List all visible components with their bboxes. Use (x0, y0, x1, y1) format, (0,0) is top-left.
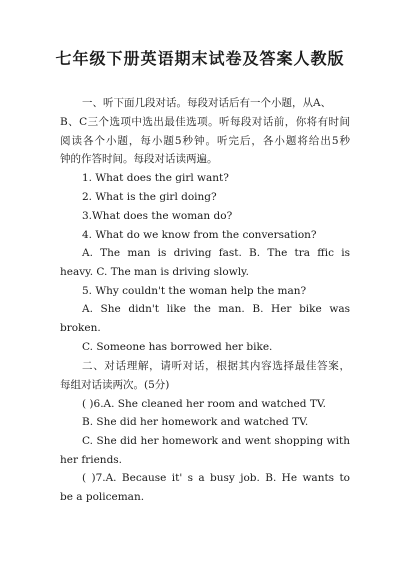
option-line: be a policeman. (60, 491, 145, 503)
option-line: ( )7.A. Because it' s a busy job. B. He wants to (82, 472, 350, 484)
question-line: 4. What do we know from the conversation? (82, 229, 317, 241)
option-line: C. Someone has borrowed her bike. (82, 341, 273, 353)
text-line: 每组对话读两次。(5分) (60, 379, 170, 391)
option-line: ( )6.A. She cleaned her room and watched TV. (82, 398, 326, 410)
option-line: B. She did her homework and watched TV. (82, 416, 309, 428)
option-line: C. She did her homework and went shopping with (82, 435, 350, 447)
option-line: A. She didn't like the man. B. Her bike was (82, 303, 350, 315)
question-line: 3.What does the woman do? (82, 210, 233, 222)
text-line: 钟的作答时间。每段对话读两遍。 (60, 153, 218, 165)
text-line: 阅读各个小题，每小题5秒钟。听完后，各小题将给出5秒 (60, 135, 350, 147)
text-line: 一、听下面几段对话。每段对话后有一个小题，从A、 (82, 97, 332, 109)
option-line: broken. (60, 322, 101, 334)
page-title: 七年级下册英语期末试卷及答案人教版 (55, 49, 345, 68)
option-line: her friends. (60, 454, 123, 466)
question-line: 1. What does the girl want? (82, 172, 229, 184)
question-line: 2. What is the girl doing? (82, 191, 217, 203)
section-heading: 二、对话理解，请听对话，根据其内容选择最佳答案， (82, 360, 350, 372)
option-line: heavy. C. The man is driving slowly. (60, 266, 249, 278)
text-line: B、C三个选项中选出最佳选项。听每段对话前，你将有时间 (60, 116, 350, 128)
option-line: A. The man is driving fast. B. The tra ffic is (82, 247, 350, 259)
question-line: 5. Why couldn't the woman help the man? (82, 285, 307, 297)
